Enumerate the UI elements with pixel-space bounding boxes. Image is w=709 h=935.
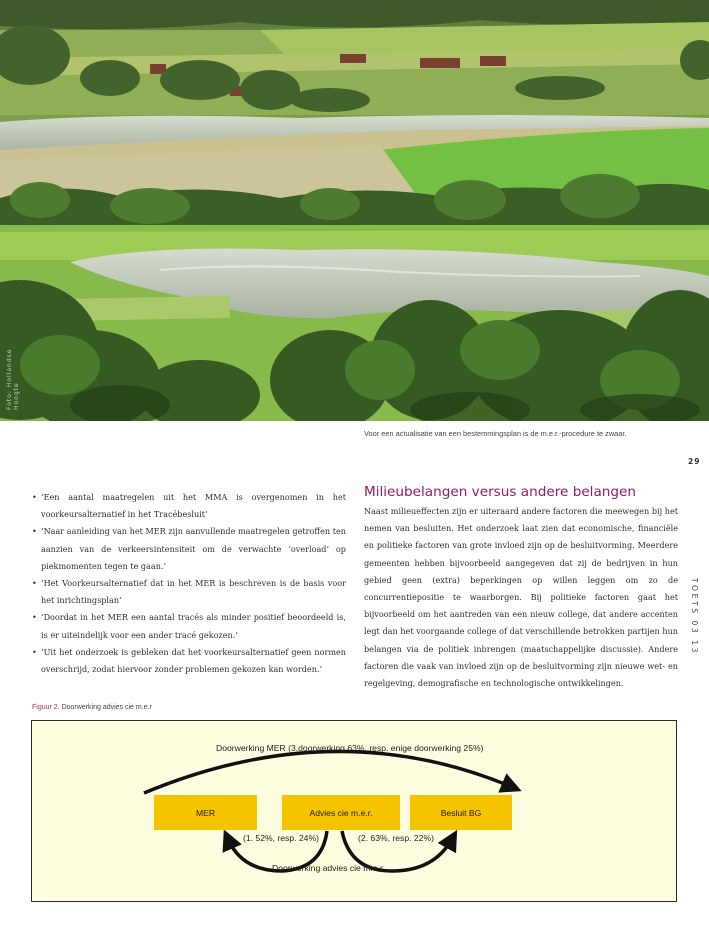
quote-item: • ‘Doordat in het MER een aantal tracés als minder positief beoordeeld is, is er uiteindelijk voor een ander tracé gekozen.’	[32, 609, 346, 643]
photo-caption: Voor een actualisatie van een bestemmingsplan is de m.e.r.-procedure te zwaar.	[364, 429, 627, 438]
river-landscape-photo	[0, 0, 709, 421]
figure-label: Figuur 2.	[32, 704, 60, 711]
quote-item: • ‘Uit het onderzoek is gebleken dat het voorkeursalternatief geen normen overschrijd, zodat hiervoor zonder problemen gekozen kan worden.’	[32, 644, 346, 678]
quote-item: • ‘Een aantal maatregelen uit het MMA is overgenomen in het voorkeursalternatief in het Tracébesluit’	[32, 489, 346, 523]
flow-diagram	[31, 720, 677, 902]
box-advies: Advies cie m.e.r.	[282, 795, 400, 830]
article-section	[364, 483, 678, 692]
quote-item: • ‘Het Voorkeursalternatief dat in het MER is beschreven is de basis voor het inrichtingsplan’	[32, 575, 346, 609]
bottom-label: Doorwerking advies cie m.e.r.	[272, 863, 385, 873]
section-heading: Milieubelangen versus andere belangen	[364, 484, 637, 500]
quote-item: • ‘Naar aanleiding van het MER zijn aanvullende maatregelen getroffen ten aanzien van de verkeersintensiteit om de verwachte ‘overload’ op piekmomenten tegen te gaan.’	[32, 523, 346, 575]
figure-caption	[32, 704, 152, 711]
photo-credit: Foto: Hollandse Hoogte	[6, 348, 20, 410]
figure-title: Doorwerking advies cie m.e.r	[61, 704, 152, 711]
journal-side-label: TOETS 03 13	[690, 578, 699, 656]
top-arrow	[144, 751, 512, 793]
page-number: 29	[688, 457, 701, 466]
box-mer: MER	[154, 795, 257, 830]
right-arrow-label: (2. 63%, resp. 22%)	[358, 833, 434, 843]
left-arrow-label: (1. 52%, resp. 24%)	[243, 833, 319, 843]
section-body: Naast milieueffecten zijn er uiteraard andere factoren die meewegen bij het nemen van besluiten. Het onderzoek laat zien dat economische, financiële en politieke factoren van grote invloed zijn op de besluitvorming. Meerdere gemeenten hebben bijvoorbeeld aangegeven dat zij de bedrijven in hun gebied geen (extra) beperkingen op willen leggen om zo de concurrentiepositie te waarborgen. Bij politieke factoren gaat het bijvoorbeeld om het aantreden van een nieuw college, dat andere accenten legt dan het voorgaande college of dat verschillende betrokken partijen hun belangen via de politiek inbrengen (maatschappelijke discussie). Andere factoren die vaak van invloed zijn op de besluitvorming zijn nieuwe wet- en regelgeving, demografische en technologische ontwikkelingen.	[364, 506, 678, 689]
quote-list	[32, 489, 346, 678]
top-arrow-label: Doorwerking MER (3.doorwerking 63%, resp. enige doorwerking 25%)	[216, 743, 484, 753]
box-besluit: Besluit BG	[410, 795, 512, 830]
